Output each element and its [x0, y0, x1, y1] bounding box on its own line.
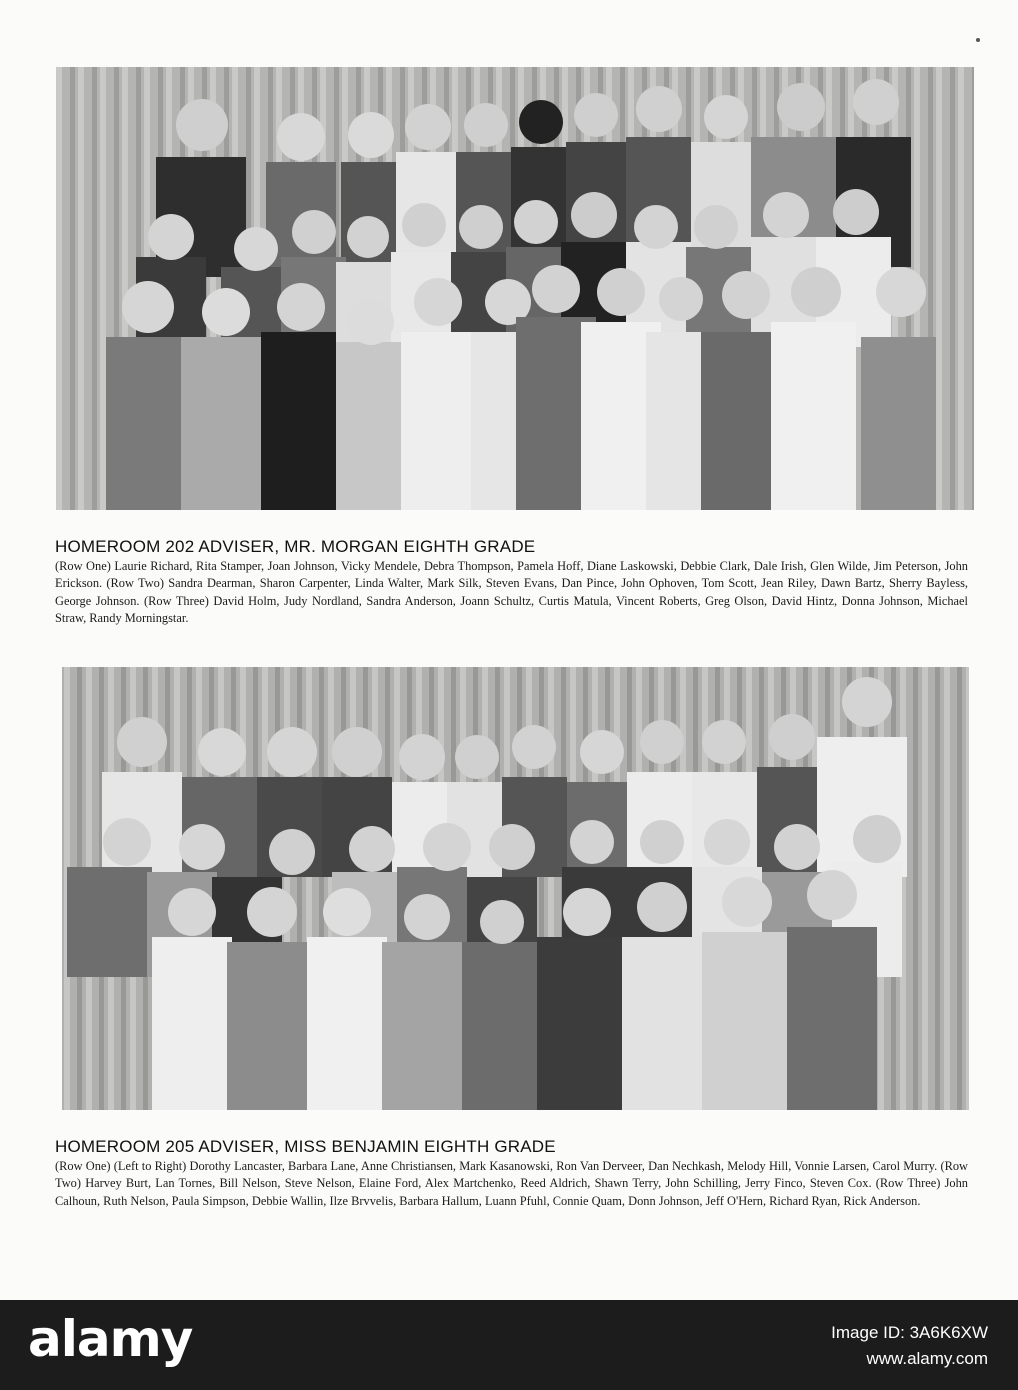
- footer-meta: [831, 1320, 988, 1372]
- homeroom-205-heading: HOMEROOM 205 ADVISER, MISS BENJAMIN EIGHTH GRADE: [55, 1137, 556, 1156]
- class-photo-homeroom-205: [62, 667, 969, 1110]
- alamy-logo: alamy: [28, 1310, 193, 1368]
- class-photo-homeroom-202: [56, 67, 974, 510]
- homeroom-205-caption: (Row One) (Left to Right) Dorothy Lancaster, Barbara Lane, Anne Christiansen, Mark Kasanowski, Ron Van Derveer, Dan Nechkash, Melody Hill, Vonnie Larsen, Carol Murry. (Row Two) Harvey Burt, Lan Tornes, Bill Nelson, Steve Nelson, Elaine Ford, Alex Martchenko, Reed Aldrich, Shawn Terry, John Schilling, Jerry Finco, Steven Cox. (Row Three) John Calhoun, Ruth Nelson, Paula Simpson, Debbie Wallin, Ilze Brvvelis, Barbara Hallum, Luann Pfuhl, Connie Quam, Donn Johnson, Jeff O'Hern, Richard Ryan, Rick Anderson.: [55, 1159, 968, 1208]
- photo-graphic: [62, 667, 969, 1110]
- speck: [976, 38, 980, 42]
- homeroom-202-caption: (Row One) Laurie Richard, Rita Stamper, Joan Johnson, Vicky Mendele, Debra Thompson, Pamela Hoff, Diane Laskowski, Debbie Clark, Dale Irish, Glen Wilde, Jim Peterson, John Erickson. (Row Two) Sandra Dearman, Sharon Carpenter, Linda Walter, Mark Silk, Steven Evans, Dan Pince, John Ophoven, Tom Scott, Jean Riley, Dawn Bartz, Sherry Bayless, George Johnson. (Row Three) David Holm, Judy Nordland, Sandra Anderson, Joann Schultz, Curtis Matula, Vincent Roberts, Greg Olson, David Hintz, Donna Johnson, Michael Straw, Randy Morningstar.: [55, 559, 968, 626]
- watermark-footer: [0, 1300, 1018, 1390]
- site-url: www.alamy.com: [866, 1349, 988, 1368]
- photo-graphic: [56, 67, 974, 510]
- image-id: Image ID: 3A6K6XW: [831, 1323, 988, 1342]
- homeroom-202-heading: HOMEROOM 202 ADVISER, MR. MORGAN EIGHTH GRADE: [55, 537, 536, 556]
